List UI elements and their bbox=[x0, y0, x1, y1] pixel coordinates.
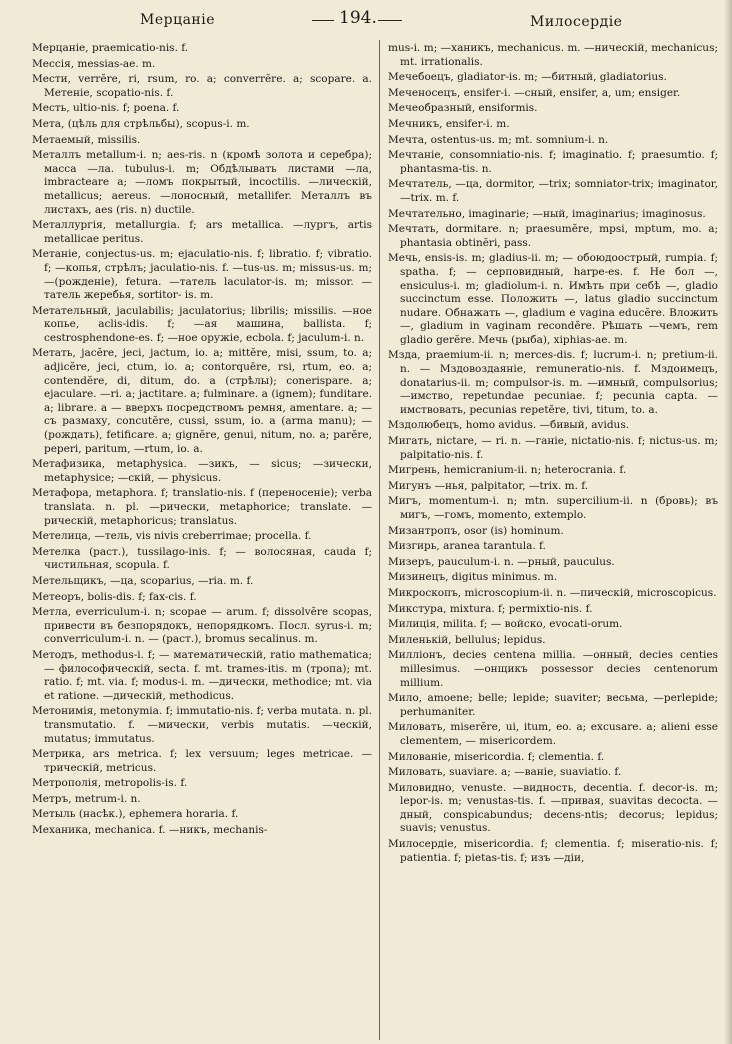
dictionary-entry: Милосердіе, misericordia. f; clementia. f; miseratio-nis. f; patientia. f; pietas-tis. f; изъ —діи, bbox=[388, 838, 718, 864]
dictionary-entry: Мести, verrĕre, ri, rsum, ro. a; converrĕre. a; scopare. a. Метеніе, scopatio-nis. f. bbox=[32, 73, 372, 99]
dictionary-entry: Миловидно, venuste. —видность, decentia. f. decor-is. m; lepor-is. m; venustas-tis. f. —привая, suavitas decocta. —дный, conspicabundus; decens-ntis; decorus; lepidus; suavis; venustus. bbox=[388, 781, 718, 835]
dictionary-entry: Мизантропъ, osor (is) hominum. bbox=[388, 524, 564, 537]
dictionary-entry: Мило, amoene; belle; lepide; suaviter; весьма, —perlepide; perhumaniter. bbox=[388, 692, 718, 718]
dictionary-entry: Метла, everriculum-i. n; scopae — arum. f; dissolvĕre scopas, привести въ безпорядокъ, непорядкомъ. Посл. syrus-i. m; converriculum-i. n. — (раст.), bromus secalinus. m. bbox=[32, 606, 372, 646]
dictionary-entry: Мздолюбецъ, homo avidus. —бивый, avidus. bbox=[388, 419, 630, 432]
dictionary-entry: Метелка (раст.), tussilago-inis. f; — волосяная, cauda f; чистильная, scopula. f. bbox=[32, 545, 372, 572]
dictionary-entry: Мзда, praemium-ii. n; merces-dis. f; lucrum-i. n; pretium-ii. n. — Мздовоздаяніе, remuneratio-nis. f. Мздоимецъ, donatarius-ii. m; compulsor-is. m. —имный, compulsorius; —имство, repetundae pecuniae. f; pecunia capta. —имствовать, pecunias repetĕre, tivi, titum, to. a. bbox=[388, 349, 718, 416]
dictionary-entry: Мизеръ, pauculum-i. n. —рный, pauculus. bbox=[388, 555, 615, 568]
dictionary-entry: Микроскопъ, microscopium-ii. n. —пическій, microscopicus. bbox=[388, 586, 717, 599]
dictionary-entry: Миловать, suaviare. a; —ваніе, suaviatio. f. bbox=[388, 766, 622, 779]
dictionary-entry: Метелица, —тель, vis nivis creberrimae; procella. f. bbox=[32, 530, 312, 543]
header-rule-left bbox=[312, 20, 334, 21]
dictionary-entry: Миловать, miserĕre, ui, itum, eo. a; excusare. a; alieni esse clementem, — misericordem. bbox=[388, 721, 718, 747]
dictionary-entry: Мечта, ostentus-us. m; mt. somnium-i. n. bbox=[388, 133, 609, 146]
page-edge-shadow bbox=[724, 0, 732, 1044]
dictionary-entry: Метательный, jaculabilis; jaculatorius; librilis; missilis. —ное копье, aclis-idis. f; —ая машина, ballista. f; cestrosphendone-es. f; —ное оружіе, ecbola. f; jaculum-i. n. bbox=[32, 304, 372, 344]
dictionary-entry: Мессія, messias-ae. m. bbox=[32, 57, 156, 70]
dictionary-entry: Метръ, metrum-i. n. bbox=[32, 792, 141, 805]
dictionary-entry: Метрика, ars metrica. f; lex versuum; leges metricae. —трическій, metricus. bbox=[32, 748, 372, 774]
dictionary-entry: Мигрень, hemicranium-ii. n; heterocrania. f. bbox=[388, 464, 627, 477]
dictionary-entry: Меченосецъ, ensifer-i. —сный, ensifer, a, um; ensiger. bbox=[388, 86, 681, 99]
dictionary-entry: Мечебоецъ, gladiator-is. m; —битный, gladiatorius. bbox=[388, 71, 667, 84]
dictionary-entry: Милиція, milita. f; — войско, evocati-orum. bbox=[388, 618, 623, 631]
dictionary-entry: Мечеобразный, ensiformis. bbox=[388, 102, 538, 115]
dictionary-entry: Мигунъ —нья, palpitator, —trix. m. f. bbox=[388, 479, 589, 492]
dictionary-entry: Месть, ultio-nis. f; poena. f. bbox=[32, 102, 180, 115]
header-rule-right bbox=[378, 20, 402, 21]
dictionary-entry: Мигать, nictare, — ri. n. —ганіе, nictatio-nis. f; nictus-us. m; palpitatio-nis. f. bbox=[388, 435, 718, 461]
dictionary-entry: Метафора, metaphora. f; translatio-nis. f (переносеніе); verba translata. n. pl. —рически, metaphorice; translate. —рическій, metaphoricus; translatus. bbox=[32, 487, 372, 527]
dictionary-entry: Микстура, mixtura. f; permixtio-nis. f. bbox=[388, 602, 593, 615]
dictionary-entry: Мечтательно, imaginarie; —ный, imaginarius; imaginosus. bbox=[388, 207, 706, 220]
dictionary-entry: Милліонъ, decies centena millia. —онный, decies centies millesimus. —онщикъ possessor decies centenorum millium. bbox=[388, 649, 718, 689]
dictionary-entry: Метаніе, conjectus-us. m; ejaculatio-nis. f; libratio. f; vibratio. f; —копья, стрѣлъ; jaculatio-nis. f. —tus-us. m; missus-us. m; —(рожденіе), fetura. —татель laculator-is. m; missor. —татель жеребья, sortitor- is. m. bbox=[32, 248, 372, 302]
dictionary-entry: Метать, jacĕre, jeci, jactum, io. a; mittĕre, misi, ssum, to. a; adjicĕre, jeci, ctum, io. a; contorquēre, rsi, rtum, eo. a; contendĕre, di, ditum, do. a (стрѣлы); conerispare. a; ejaculare. —ri. a; jactitare. a; fulminare. a (ignem); funditare. a; librare. a — вверхъ посредствомъ ремня, amentare. a; — съ размаху, concutĕre, cussi, ssum, io. a (arma manu); — (рождать), fetificare. a; gignĕre, genui, nitum, no. a; parĕre, peperi, paritum, —rtum, io. a. bbox=[32, 347, 372, 455]
left-column bbox=[32, 42, 372, 1036]
dictionary-entry: Методъ, methodus-i. f; — математическій, ratio mathematica; — философическій, secta. f. mt. trames-itis. m (тропа); mt. ratio. f; mt. via. f; modus-i. m. —дически, methodice; mt. via et ratione. —дическій, methodicus. bbox=[32, 648, 372, 702]
dictionary-entry: Мизинецъ, digitus minimus. m. bbox=[388, 571, 558, 584]
dictionary-entry: Мечтатель, —ца, dormitor, —trix; somniator-trix; imaginator, —trix. m. f. bbox=[388, 178, 718, 204]
dictionary-entry: Метеоръ, bolis-dis. f; fax-cis. f. bbox=[32, 590, 197, 603]
dictionary-entry: Металлургія, metallurgia. f; ars metallica. —лургъ, artis metallicae peritus. bbox=[32, 219, 372, 245]
dictionary-entry: Мета, (цѣль для стрѣльбы), scopus-i. m. bbox=[32, 117, 250, 130]
dictionary-entry: mus-i. m; —ханикъ, mechanicus. m. —ническій, mechanicus; mt. irrationalis. bbox=[388, 42, 718, 68]
dictionary-entry: Метаемый, missilis. bbox=[32, 133, 141, 146]
dictionary-entry: Метыль (насѣк.), ephemera horaria. f. bbox=[32, 808, 239, 821]
dictionary-entry: Миленькій, bellulus; lepidus. bbox=[388, 633, 546, 646]
header-left-catchword: Мерцаніе bbox=[140, 12, 216, 28]
dictionary-entry: Механика, mechanica. f. —никъ, mechanis- bbox=[32, 824, 268, 837]
dictionary-entry: Мечникъ, ensifer-i. m. bbox=[388, 117, 510, 130]
dictionary-entry: Мизгирь, aranea tarantula. f. bbox=[388, 540, 546, 553]
column-divider bbox=[379, 40, 380, 1040]
dictionary-entry: Мечтаніе, consomniatio-nis. f; imaginatio. f; praesumtio. f; phantasma-tis. n. bbox=[388, 149, 718, 175]
page-header bbox=[0, 0, 732, 40]
dictionary-entry: Мечтать, dormitare. n; praesumĕre, mpsi, mptum, mo. a; phantasia obtinĕri, pass. bbox=[388, 223, 718, 249]
dictionary-entry: Метрополія, metropolis-is. f. bbox=[32, 777, 188, 790]
dictionary-entry: Метонимія, metonymia. f; immutatio-nis. f; verba mutata. n. pl. transmutatio. f. —мически, verbis mutatis. —ческій, mutatus; immutatus. bbox=[32, 705, 372, 745]
dictionary-entry: Метафизика, metaphysica. —зикъ, — sicus; —зически, metaphysice; —скій, — physicus. bbox=[32, 458, 372, 484]
dictionary-entry: Мигъ, momentum-i. n; mtn. supercilium-ii. n (бровь); въ мигъ, —гомъ, momento, extemplo. bbox=[388, 495, 718, 521]
dictionary-entry: Метельщикъ, —ца, scoparius, —ria. m. f. bbox=[32, 574, 254, 587]
dictionary-entry: Мечь, ensis-is. m; gladius-ii. m; — обоюдоострый, rumpia. f; spatha. f; — серповидный, harpe-es. f. Не бол —, ensiculus-i. m; gladiolum-i. n. Имѣть при себѣ —, gladio succinctum esse. Положить —, latus gladio succinctum nudare. Обнажать —, gladium e vagina educĕre. Вложить —, gladium in vaginam recondĕre. Рѣшать —чемъ, rem gladio gerĕre. Мечь (рыба), xiphias-ae. m. bbox=[388, 252, 718, 346]
header-right-catchword: Милосердіе bbox=[530, 14, 623, 30]
page-number: 194. bbox=[339, 8, 377, 28]
dictionary-entry: Металлъ metallum-i. n; aes-ris. n (кромѣ золота и серебра); масса —ла. tubulus-i. m; Обдѣлывать листами —ла, imbracteare a; —ломъ покрытый, incoctilis. —лическій, metallicus; aereus. —лоносный, metallifer. Металлъ въ листахъ, aes (ris. n) ductile. bbox=[32, 149, 372, 216]
right-column bbox=[388, 42, 718, 1036]
dictionary-entry: Мерцаніе, praemicatio-nis. f. bbox=[32, 42, 189, 54]
dictionary-entry: Милованіе, misericordia. f; clementia. f. bbox=[388, 750, 605, 763]
